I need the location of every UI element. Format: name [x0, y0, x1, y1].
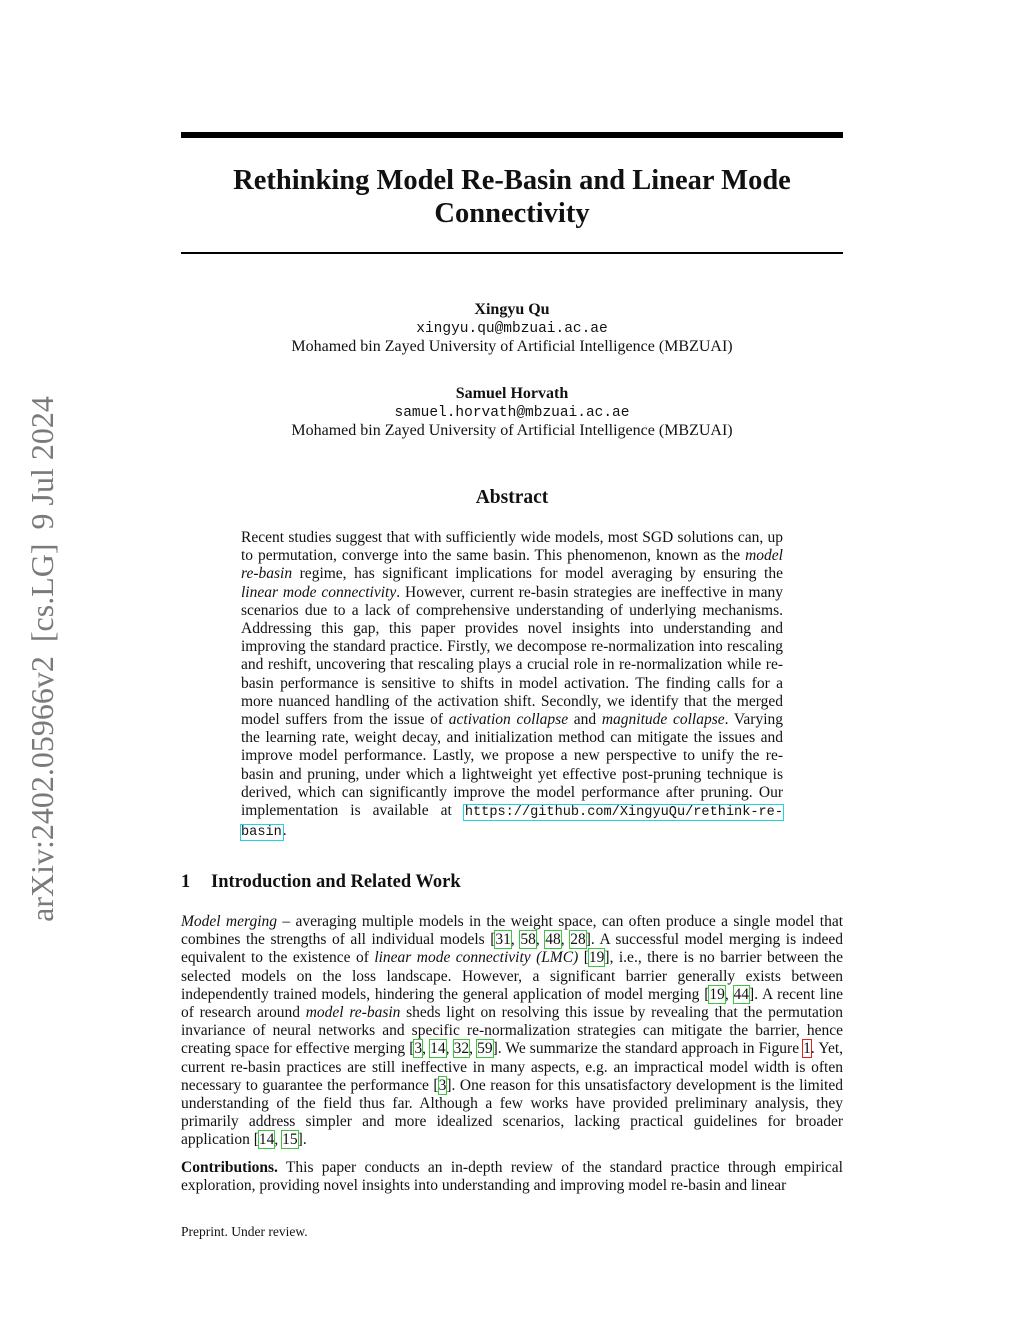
citation-link[interactable]: 3 — [438, 1076, 447, 1094]
citation-link[interactable]: 14 — [430, 1040, 446, 1058]
author-block — [181, 385, 843, 441]
paper-title: Rethinking Model Re-Basin and Linear Mode Connectivity — [233, 165, 791, 229]
title-rule-top — [181, 132, 843, 138]
author-name: Xingyu Qu — [474, 301, 550, 318]
citation-link[interactable]: 28 — [570, 931, 586, 949]
author-email[interactable]: xingyu.qu@mbzuai.ac.ae — [416, 320, 608, 337]
author-block — [181, 301, 843, 357]
citation-link[interactable]: 31 — [495, 931, 511, 949]
code-repository-link[interactable]: https://github.com/XingyuQu/rethink-re-basin — [241, 805, 783, 841]
citation-link[interactable]: 59 — [477, 1040, 493, 1058]
citation-link[interactable]: 58 — [520, 931, 536, 949]
contributions-paragraph: Contributions. This paper conducts an in-depth review of the standard practice through empirical exploration, providing novel insights into understanding and improving model re-basin and linear — [181, 1159, 843, 1195]
figure-reference-link[interactable]: 1 — [803, 1040, 811, 1058]
author-name: Samuel Horvath — [455, 385, 569, 402]
citation-link[interactable]: 14 — [258, 1131, 275, 1149]
author-affiliation: Mohamed bin Zayed University of Artificial Intelligence (MBZUAI) — [291, 422, 733, 439]
citation-link[interactable]: 19 — [709, 985, 725, 1003]
author-affiliation: Mohamed bin Zayed University of Artificial Intelligence (MBZUAI) — [291, 338, 733, 355]
citation-link[interactable]: 3 — [414, 1040, 423, 1058]
section-title: Introduction and Related Work — [211, 872, 461, 892]
section-number: 1 — [181, 872, 191, 892]
abstract-body: Recent studies suggest that with sufficiently wide models, most SGD solutions can, up to permutation, converge into the same basin. This phenomenon, known as the model re-basin regime, has significant implications for model averaging by ensuring the linear mode connectivity. However, current re-basin strategies are ineffective in many scenarios due to a lack of comprehensive understanding of underlying mechanisms. Addressing this gap, this paper provides novel insights into understanding and improving the standard practice. Firstly, we decompose re-normalization into rescaling and reshift, uncovering that rescaling plays a crucial role in re-normalization while re-basin performance is sensitive to shifts in model activation. The finding calls for a more nuanced handling of the activation shift. Secondly, we identify that the merged model suffers from the issue of activation collapse and magnitude collapse. Varying the learning rate, weight decay, and initialization method can mitigate the issues and improve model performance. Lastly, we propose a new perspective to unify the re-basin and pruning, under which a lightweight yet effective post-pruning technique is derived, which can significantly improve the model performance after pruning. Our implementation is available at https://github.com/XingyuQu/rethink-re-basin. — [241, 529, 783, 841]
arxiv-date: 9 Jul 2024 — [24, 396, 60, 530]
contributions-label: Contributions. — [181, 1159, 278, 1176]
title-rule-bottom — [181, 252, 843, 254]
citation-link[interactable]: 19 — [588, 949, 605, 967]
citation-link[interactable]: 15 — [282, 1131, 298, 1149]
citation-link[interactable]: 32 — [453, 1040, 470, 1058]
citation-link[interactable]: 44 — [733, 985, 750, 1003]
author-email[interactable]: samuel.horvath@mbzuai.ac.ae — [394, 404, 630, 421]
arxiv-identifier-stamp — [22, 382, 62, 922]
intro-paragraph: Model merging – averaging multiple models in the weight space, can often produce a single model that combines the strengths of all individual models [31, 58, 48, 28]. A successful model merging is indeed equivalent to the existence of linear mode connectivity (LMC) [19], i.e., there is no barrier between the selected models on the loss landscape. However, a significant barrier generally exists between independently trained models, hindering the general application of model merging [19, 44]. A recent line of research around model re-basin sheds light on resolving this issue by revealing that the permutation invariance of neural networks and specific re-normalization strategies can mitigate the barrier, hence creating space for effective merging [3, 14, 32, 59]. We summarize the standard approach in Figure 1. Yet, current re-basin practices are still ineffective in many aspects, e.g. an impractical model width is often necessary to guarantee the performance [3]. One reason for this unsatisfactory development is the limited understanding of the field thus far. Although a few works have provided preliminary analysis, they primarily address simpler and more idealized scenarios, lacking practical guidelines for broader application [14, 15]. — [181, 913, 844, 1149]
arxiv-id: arXiv:2402.05966v2 — [24, 656, 60, 922]
abstract-heading: Abstract — [475, 487, 549, 508]
section-heading — [181, 871, 461, 893]
citation-link[interactable]: 48 — [545, 931, 561, 949]
arxiv-category: [cs.LG] — [24, 543, 60, 643]
footer-note: Preprint. Under review. — [181, 1224, 308, 1239]
